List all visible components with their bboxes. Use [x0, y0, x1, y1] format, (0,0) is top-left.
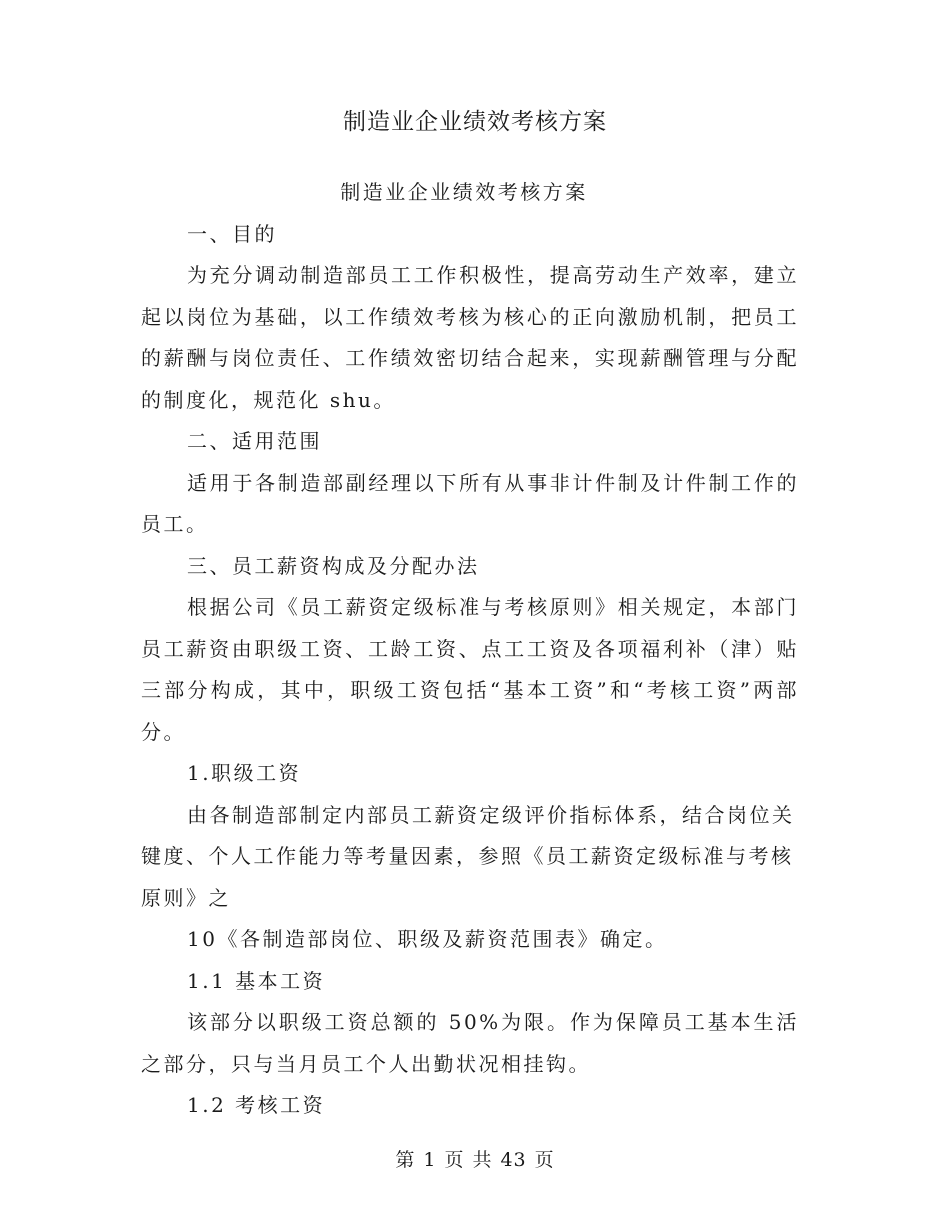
page-label-mid: 页	[444, 1149, 465, 1171]
paragraph-purpose: 为充分调动制造部员工工作积极性，提高劳动生产效率，建立起以岗位为基础，以工作绩效考核为核心的正向激励机制，把员工的薪酬与岗位责任、工作绩效密切结合起来，实现薪酬管理与分配的制度化，规范化 shu。	[141, 263, 799, 412]
total-label-prefix: 共	[472, 1149, 493, 1171]
current-page-number: 1	[423, 1149, 437, 1171]
subsection-heading-assessment-wage: 1.2 考核工资	[187, 1093, 326, 1117]
page-label-suffix: 页	[534, 1149, 555, 1171]
page-footer	[0, 1146, 950, 1174]
section-heading-purpose: 一、目的	[187, 221, 277, 246]
document-body	[141, 172, 799, 1127]
document-title: 制造业企业绩效考核方案	[343, 109, 607, 135]
subsection-heading-grade-wage: 1.职级工资	[187, 761, 302, 785]
paragraph-grade-wage: 由各制造部制定内部员工薪资定级评价指标体系，结合岗位关键度、个人工作能力等考量因素，参照《员工薪资定级标准与考核原则》之	[141, 802, 795, 910]
section-heading-scope: 二、适用范围	[187, 429, 322, 453]
paragraph-grade-wage-table: 10《各制造部岗位、职级及薪资范围表》确定。	[187, 927, 668, 951]
subsection-heading-base-wage: 1.1 基本工资	[187, 968, 326, 993]
paragraph-base-wage: 该部分以职级工资总额的 50%为限。作为保障员工基本生活之部分，只与当月员工个人出勤状况相挂钩。	[141, 1010, 799, 1076]
paragraph-scope: 适用于各制造部副经理以下所有从事非计件制及计件制工作的员工。	[141, 470, 799, 536]
total-pages-number: 43	[500, 1149, 527, 1171]
paragraph-salary: 根据公司《员工薪资定级标准与考核原则》相关规定，本部门员工薪资由职级工资、工龄工资、点工工资及各项福利补（津）贴三部分构成，其中，职级工资包括“基本工资”和“考核工资”两部分。	[141, 595, 799, 744]
document-subtitle: 制造业企业绩效考核方案	[340, 180, 588, 204]
page-label-prefix: 第	[395, 1149, 416, 1171]
section-heading-salary: 三、员工薪资构成及分配办法	[187, 553, 480, 578]
